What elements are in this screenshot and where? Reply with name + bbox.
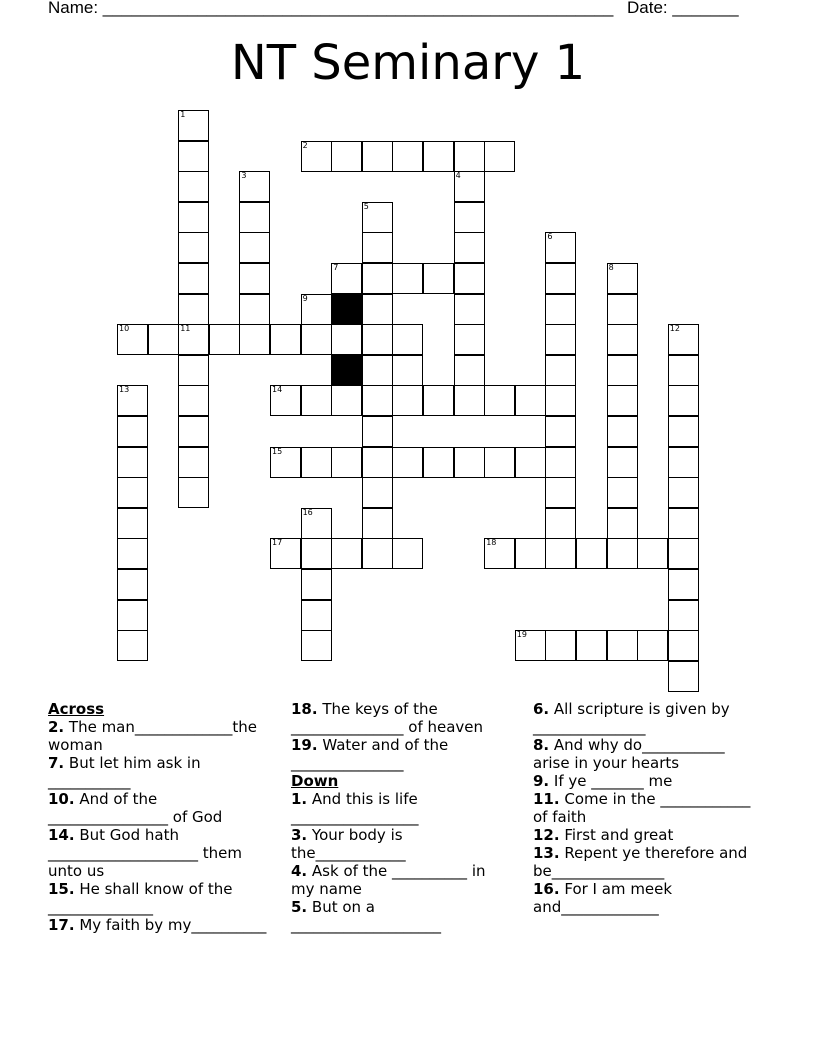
grid-cell[interactable] xyxy=(454,447,485,478)
clue-number: 12 xyxy=(669,324,680,334)
grid-cell[interactable] xyxy=(362,385,393,416)
grid-cell[interactable] xyxy=(270,447,301,478)
grid-cell[interactable] xyxy=(423,385,454,416)
grid-cell[interactable] xyxy=(301,569,332,600)
clue-item xyxy=(533,880,763,916)
clue-text: First and great xyxy=(559,826,674,844)
grid-cell[interactable] xyxy=(454,232,485,263)
grid-cell[interactable] xyxy=(607,447,638,478)
grid-cell[interactable] xyxy=(607,508,638,539)
clue-number-label: 5. xyxy=(291,898,308,916)
grid-cell[interactable] xyxy=(178,385,209,416)
clue-item xyxy=(291,790,513,826)
grid-cell[interactable] xyxy=(484,538,515,569)
grid-cell[interactable] xyxy=(301,294,332,325)
grid-cell[interactable] xyxy=(178,202,209,233)
grid-cell[interactable] xyxy=(331,385,362,416)
clue-number: 10 xyxy=(119,324,130,334)
clue-text: The keys of the _______________ of heaven xyxy=(291,700,484,736)
clue-number-label: 8. xyxy=(533,736,550,754)
grid-cell[interactable] xyxy=(301,538,332,569)
grid-cell[interactable] xyxy=(515,538,546,569)
black-cell xyxy=(331,355,362,386)
clues-column-2 xyxy=(291,700,513,934)
clue-number: 4 xyxy=(455,171,461,181)
clue-text: But on a ____________________ xyxy=(291,898,441,934)
grid-cell[interactable] xyxy=(545,385,576,416)
grid-cell[interactable] xyxy=(545,263,576,294)
grid-cell[interactable] xyxy=(117,324,148,355)
grid-cell[interactable] xyxy=(423,447,454,478)
grid-cell[interactable] xyxy=(607,385,638,416)
grid-cell[interactable] xyxy=(545,447,576,478)
clue-item xyxy=(48,790,280,826)
grid-cell[interactable] xyxy=(607,324,638,355)
grid-cell[interactable] xyxy=(392,141,423,172)
grid-cell[interactable] xyxy=(331,263,362,294)
grid-cell[interactable] xyxy=(148,324,179,355)
grid-cell[interactable] xyxy=(545,355,576,386)
grid-cell[interactable] xyxy=(668,661,699,692)
grid-cell[interactable] xyxy=(178,416,209,447)
grid-cell[interactable] xyxy=(668,508,699,539)
grid-cell[interactable] xyxy=(117,447,148,478)
grid-cell[interactable] xyxy=(545,630,576,661)
grid-cell[interactable] xyxy=(637,630,668,661)
grid-cell[interactable] xyxy=(423,263,454,294)
grid-cell[interactable] xyxy=(117,416,148,447)
clue-number: 16 xyxy=(302,507,313,517)
grid-cell[interactable] xyxy=(117,477,148,508)
grid-cell[interactable] xyxy=(331,447,362,478)
name-field-label: Name: ______________________________________________________ xyxy=(48,0,614,17)
clue-item xyxy=(533,700,763,736)
grid-cell[interactable] xyxy=(607,294,638,325)
grid-cell[interactable] xyxy=(362,232,393,263)
grid-cell[interactable] xyxy=(178,110,209,141)
grid-cell[interactable] xyxy=(239,232,270,263)
clue-number-label: 15. xyxy=(48,880,75,898)
grid-cell[interactable] xyxy=(668,569,699,600)
clue-text: He shall know of the ______________ xyxy=(48,880,233,916)
grid-cell[interactable] xyxy=(270,324,301,355)
grid-cell[interactable] xyxy=(362,324,393,355)
clues-column-1 xyxy=(48,700,280,934)
grid-cell[interactable] xyxy=(454,171,485,202)
clue-item xyxy=(291,700,513,736)
clue-number-label: 3. xyxy=(291,826,308,844)
grid-cell[interactable] xyxy=(454,324,485,355)
grid-cell[interactable] xyxy=(178,232,209,263)
across-clue-list-continued xyxy=(291,700,513,772)
down-clue-list xyxy=(291,790,513,934)
grid-cell[interactable] xyxy=(331,324,362,355)
grid-cell[interactable] xyxy=(362,477,393,508)
clue-number: 19 xyxy=(516,630,527,640)
clue-text: And this is life _________________ xyxy=(291,790,419,826)
clue-number-label: 13. xyxy=(533,844,560,862)
grid-cell[interactable] xyxy=(484,447,515,478)
grid-cell[interactable] xyxy=(607,263,638,294)
grid-cell[interactable] xyxy=(362,294,393,325)
grid-cell[interactable] xyxy=(362,416,393,447)
grid-cell[interactable] xyxy=(515,447,546,478)
grid-cell[interactable] xyxy=(301,630,332,661)
grid-cell[interactable] xyxy=(545,294,576,325)
grid-cell[interactable] xyxy=(301,324,332,355)
across-heading: Across xyxy=(48,700,105,718)
grid-cell[interactable] xyxy=(178,294,209,325)
grid-cell[interactable] xyxy=(301,141,332,172)
grid-cell[interactable] xyxy=(607,538,638,569)
clue-number: 7 xyxy=(333,263,339,272)
grid-cell[interactable] xyxy=(423,141,454,172)
grid-cell[interactable] xyxy=(454,294,485,325)
clue-text: Ask of the __________ in my name xyxy=(291,862,486,898)
down-heading: Down xyxy=(291,772,339,790)
page-title: NT Seminary 1 xyxy=(230,35,586,91)
grid-cell[interactable] xyxy=(362,538,393,569)
clues-column-3 xyxy=(533,700,763,916)
grid-cell[interactable] xyxy=(454,263,485,294)
grid-cell[interactable] xyxy=(668,600,699,631)
grid-cell[interactable] xyxy=(362,447,393,478)
clue-item xyxy=(291,862,513,898)
grid-cell[interactable] xyxy=(515,385,546,416)
grid-cell[interactable] xyxy=(178,447,209,478)
clue-text: Water and of the _______________ xyxy=(291,736,449,772)
clue-text: But God hath ____________________ them unto us xyxy=(48,826,242,880)
clue-text: Come in the ____________ of faith xyxy=(533,790,751,826)
clue-text: Repent ye therefore and be_______________ xyxy=(533,844,748,880)
grid-cell[interactable] xyxy=(117,630,148,661)
grid-cell[interactable] xyxy=(668,355,699,386)
grid-cell[interactable] xyxy=(484,141,515,172)
grid-cell[interactable] xyxy=(178,141,209,172)
clue-item xyxy=(291,898,513,934)
grid-cell[interactable] xyxy=(576,538,607,569)
grid-cell[interactable] xyxy=(576,630,607,661)
grid-cell[interactable] xyxy=(392,324,423,355)
grid-cell[interactable] xyxy=(178,477,209,508)
grid-cell[interactable] xyxy=(484,385,515,416)
grid-cell[interactable] xyxy=(301,600,332,631)
grid-cell[interactable] xyxy=(545,477,576,508)
grid-cell[interactable] xyxy=(668,416,699,447)
grid-cell[interactable] xyxy=(545,324,576,355)
grid-cell[interactable] xyxy=(392,355,423,386)
grid-cell[interactable] xyxy=(301,447,332,478)
grid-cell[interactable] xyxy=(362,355,393,386)
clue-number: 5 xyxy=(363,201,369,211)
clue-number-label: 12. xyxy=(533,826,560,844)
grid-cell[interactable] xyxy=(362,202,393,233)
clue-number: 2 xyxy=(302,140,308,150)
clue-number-label: 7. xyxy=(48,754,65,772)
grid-cell[interactable] xyxy=(117,569,148,600)
grid-cell[interactable] xyxy=(239,202,270,233)
grid-cell[interactable] xyxy=(454,355,485,386)
clue-number: 8 xyxy=(608,263,614,272)
grid-cell[interactable] xyxy=(607,416,638,447)
clue-item xyxy=(533,772,763,790)
grid-cell[interactable] xyxy=(454,141,485,172)
clue-number-label: 4. xyxy=(291,862,308,880)
grid-cell[interactable] xyxy=(239,324,270,355)
clue-number-label: 18. xyxy=(291,700,318,718)
clue-item xyxy=(48,718,280,754)
clue-number: 14 xyxy=(272,385,283,395)
grid-cell[interactable] xyxy=(392,447,423,478)
clue-number: 13 xyxy=(119,385,130,395)
clue-number-label: 1. xyxy=(291,790,308,808)
grid-cell[interactable] xyxy=(454,385,485,416)
grid-cell[interactable] xyxy=(178,324,209,355)
grid-cell[interactable] xyxy=(178,355,209,386)
grid-cell[interactable] xyxy=(545,508,576,539)
grid-cell[interactable] xyxy=(239,294,270,325)
grid-cell[interactable] xyxy=(331,141,362,172)
clue-text: And of the ________________ of God xyxy=(48,790,223,826)
grid-cell[interactable] xyxy=(607,477,638,508)
grid-cell[interactable] xyxy=(178,171,209,202)
grid-cell[interactable] xyxy=(362,508,393,539)
grid-cell[interactable] xyxy=(117,385,148,416)
clue-text: All scripture is given by _______________ xyxy=(533,700,730,736)
grid-cell[interactable] xyxy=(607,630,638,661)
grid-cell[interactable] xyxy=(270,385,301,416)
clue-text: The man_____________the woman xyxy=(48,718,258,754)
grid-cell[interactable] xyxy=(545,232,576,263)
grid-cell[interactable] xyxy=(392,538,423,569)
clue-number-label: 14. xyxy=(48,826,75,844)
clue-number: 15 xyxy=(272,446,283,456)
grid-cell[interactable] xyxy=(392,263,423,294)
clue-text: For I am meek and_____________ xyxy=(533,880,673,916)
grid-cell[interactable] xyxy=(362,263,393,294)
grid-cell[interactable] xyxy=(668,538,699,569)
grid-cell[interactable] xyxy=(668,324,699,355)
grid-cell[interactable] xyxy=(515,630,546,661)
grid-cell[interactable] xyxy=(178,263,209,294)
grid-cell[interactable] xyxy=(607,355,638,386)
clue-number: 6 xyxy=(547,232,553,242)
grid-cell[interactable] xyxy=(668,447,699,478)
clue-item xyxy=(291,736,513,772)
clue-text: And why do___________ arise in your hearts xyxy=(533,736,725,772)
grid-cell[interactable] xyxy=(668,630,699,661)
clue-number-label: 17. xyxy=(48,916,75,934)
grid-cell[interactable] xyxy=(545,538,576,569)
clue-item xyxy=(48,754,280,790)
grid-cell[interactable] xyxy=(117,508,148,539)
grid-cell[interactable] xyxy=(117,600,148,631)
grid-cell[interactable] xyxy=(637,538,668,569)
grid-cell[interactable] xyxy=(301,508,332,539)
down-clue-list-continued xyxy=(533,700,763,916)
grid-cell[interactable] xyxy=(270,538,301,569)
grid-cell[interactable] xyxy=(362,141,393,172)
black-cell xyxy=(331,294,362,325)
clue-item xyxy=(533,790,763,826)
clue-item xyxy=(533,736,763,772)
grid-cell[interactable] xyxy=(209,324,240,355)
clue-item xyxy=(533,844,763,880)
grid-cell[interactable] xyxy=(454,202,485,233)
clue-number-label: 11. xyxy=(533,790,560,808)
clue-number: 17 xyxy=(272,538,283,548)
grid-cell[interactable] xyxy=(668,385,699,416)
clue-item xyxy=(48,916,280,934)
grid-cell[interactable] xyxy=(239,171,270,202)
grid-cell[interactable] xyxy=(301,385,332,416)
clue-text: But let him ask in ___________ xyxy=(48,754,201,790)
clue-number: 11 xyxy=(180,324,191,334)
clue-text: Your body is the____________ xyxy=(291,826,406,862)
clue-item xyxy=(48,826,280,880)
clue-number-label: 9. xyxy=(533,772,550,790)
clue-number: 3 xyxy=(241,171,247,181)
clue-number: 1 xyxy=(180,110,186,119)
clue-item xyxy=(291,826,513,862)
grid-cell[interactable] xyxy=(545,416,576,447)
date-field-label: Date: _______ xyxy=(627,0,739,17)
clue-number: 9 xyxy=(302,293,308,303)
clue-number: 18 xyxy=(486,538,497,548)
clue-item xyxy=(48,880,280,916)
clue-text: My faith by my__________ xyxy=(74,916,267,934)
grid-cell[interactable] xyxy=(117,538,148,569)
clue-text: If ye _______ me xyxy=(549,772,673,790)
clue-number-label: 2. xyxy=(48,718,65,736)
grid-cell[interactable] xyxy=(331,538,362,569)
clue-number-label: 10. xyxy=(48,790,75,808)
clue-item xyxy=(533,826,763,844)
grid-cell[interactable] xyxy=(239,263,270,294)
grid-cell[interactable] xyxy=(392,385,423,416)
clue-number-label: 19. xyxy=(291,736,318,754)
across-clue-list xyxy=(48,718,280,934)
clue-number-label: 6. xyxy=(533,700,550,718)
grid-cell[interactable] xyxy=(668,477,699,508)
clue-number-label: 16. xyxy=(533,880,560,898)
